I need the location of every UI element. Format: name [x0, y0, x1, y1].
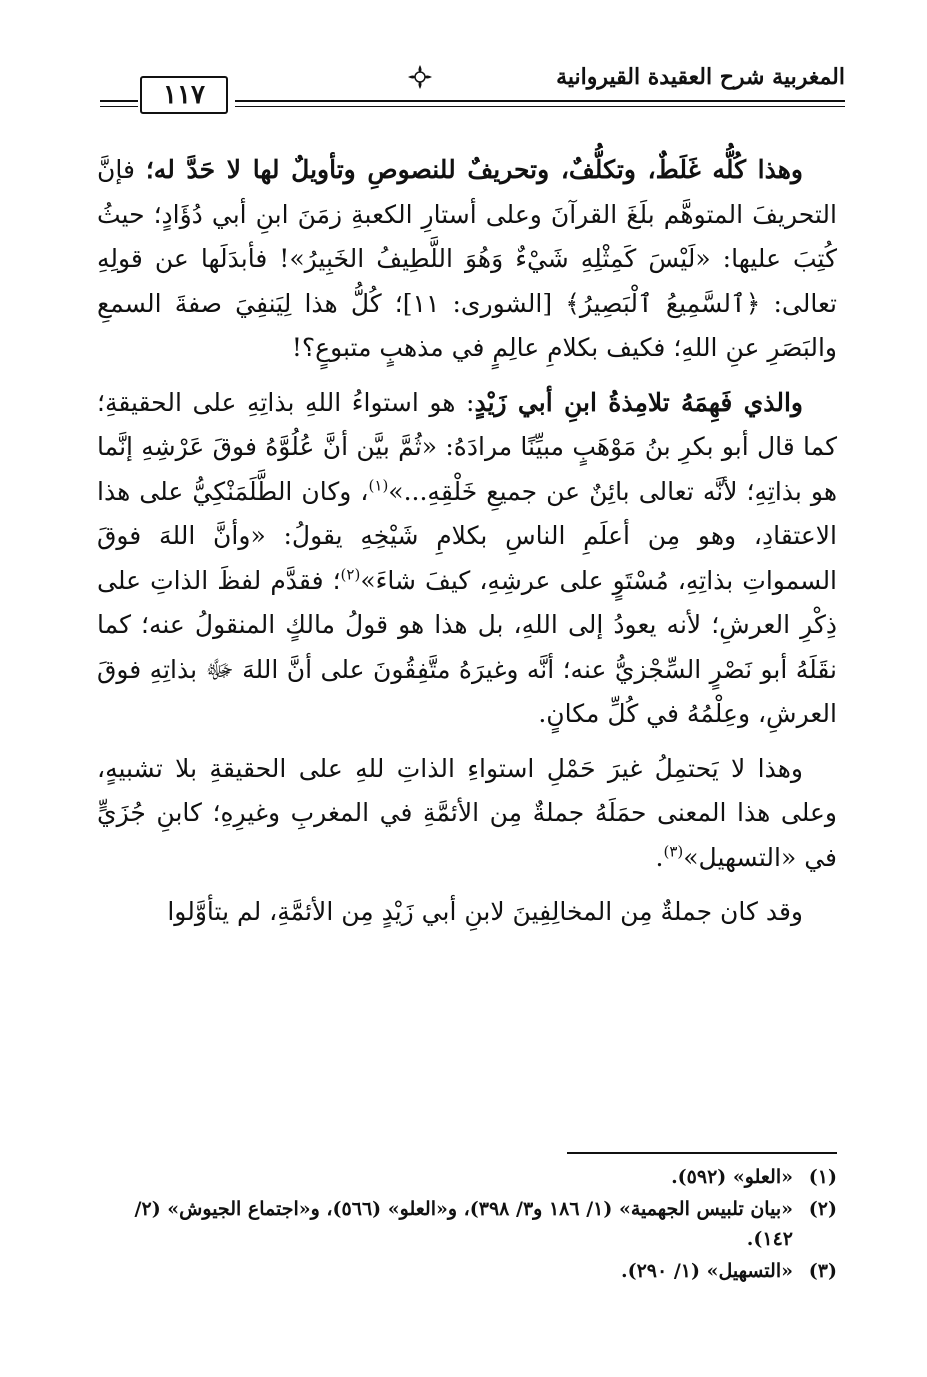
- footnote: [97, 1256, 837, 1286]
- paragraph-text: .: [655, 842, 664, 872]
- footnotes: [97, 1162, 837, 1288]
- header-rule-thin: [235, 106, 845, 107]
- footnote-number: (٣): [808, 1260, 837, 1282]
- paragraph-text: ، وكان الطَّلَمَنْكِيُّ على هذا الاعتقادِ، وهو مِن أعلَمِ الناسِ بكلامِ شَيْخِهِ يقولُ: «وأنَّ اللهَ فوقَ السمواتِ بذاتِهِ، مُسْتَوٍ على عرشِهِ، كيفَ شاءَ»: [97, 476, 838, 595]
- paragraph: [97, 890, 837, 935]
- footnote-number: (١): [808, 1166, 837, 1188]
- paragraph-text: : هو استواءُ اللهِ بذاتِهِ على الحقيقةِ؛ كما قال أبو بكرِ بنُ مَوْهَبٍ مبيِّنًا مرادَهُ: «ثُمَّ بيَّن أنَّ عُلُوَّهُ فوقَ عَرْشِهِ إنَّما هو بذاتِهِ؛ لأنَّه تعالى بائِنٌ عن جميعِ خَلْقِهِ...»: [97, 387, 837, 506]
- paragraph: [97, 148, 837, 371]
- paragraph-text: فإنَّ التحريفَ المتوهَّم بلَغَ القرآنَ وعلى أستارِ الكعبةِ زمَنَ ابنِ أبي دُؤَادٍ؛ حيثُ كُتِبَ عليها: «لَيْسَ كَمِثْلِهِ شَيْءٌ وَهُوَ اللَّطِيفُ الخَبِيرُ»! فأبدَلَها عن قولِهِ تعالى: ﴿ٱلسَّمِيعُ ٱلْبَصِيرُ﴾ [الشورى: ١١]؛ كُلُّ هذا لِيَنفِيَ صفةَ السمعِ والبَصَرِ عنِ اللهِ؛ فكيف بكلامِ عالِمٍ في مذهبٍ متبوعٍ؟!: [97, 155, 837, 362]
- paragraph: [97, 381, 837, 737]
- footnote-ref[interactable]: (١): [368, 476, 389, 495]
- footnote-ref[interactable]: (٣): [663, 842, 684, 861]
- main-text: [97, 148, 837, 945]
- running-header: [100, 62, 845, 124]
- footnote-ref[interactable]: (٢): [340, 565, 361, 584]
- paragraph: [97, 747, 837, 881]
- footnote: [97, 1194, 837, 1254]
- header-rule-left-thin: [100, 106, 138, 107]
- footnote: [97, 1162, 837, 1192]
- paragraph-lead: والذي فَهِمَهُ تلامِذةُ ابنِ أبي زَيْدٍ: [474, 387, 803, 417]
- header-rule: [235, 100, 845, 102]
- paragraph-lead: وهذا كُلُّه غَلَطٌ، وتكلُّفٌ، وتحريفٌ للنصوصِ وتأويلٌ لها لا حَدَّ له؛: [145, 155, 803, 184]
- page-number: ١١٧: [140, 76, 228, 114]
- header-rule-left: [100, 100, 138, 102]
- paragraph-text: وهذا لا يَحتمِلُ غيرَ حَمْلِ استواءِ الذاتِ للهِ على الحقيقةِ بلا تشبيهٍ، وعلى هذا المعنى حمَلَهُ جملةٌ مِن الأئمَّةِ في المغربِ وغيرِهِ؛ كابنِ جُزَيٍّ في «التسهيل»: [97, 753, 837, 872]
- paragraph-text: وقد كان جملةٌ مِن المخالِفِينَ لابنِ أبي زَيْدٍ مِن الأئمَّةِ، لم يتأوَّلوا: [167, 897, 803, 926]
- floral-ornament-icon: [405, 62, 435, 92]
- footnote-text: «التسهيل» (١/ ٢٩٠).: [620, 1260, 793, 1282]
- footnote-text: «العلو» (٥٩٢).: [671, 1166, 793, 1188]
- book-title: المغربية شرح العقيدة القيروانية: [556, 64, 845, 90]
- footnote-text: «بيان تلبيس الجهمية» (١/ ١٨٦ و٣/ ٣٩٨)، و«العلو» (٥٦٦)، و«اجتماع الجيوش» (٢/ ١٤٢).: [134, 1198, 793, 1250]
- footnote-number: (٢): [808, 1198, 837, 1220]
- footnote-divider: [567, 1152, 837, 1154]
- paragraph-text: ؛ فقدَّم لفظَ الذاتِ على ذِكْرِ العرشِ؛ لأنه يعودُ إلى اللهِ، بل هذا هو قولُ مالكٍ المنقولُ عنه؛ كما نقَلَهُ أبو نَصْرٍ السِّجْزيُّ عنه؛ أنَّه وغيرَهُ متَّفِقُونَ على أنَّ اللهَ ﷻ بذاتِهِ فوقَ العرشِ، وعِلْمُهُ في كُلِّ مكانٍ.: [97, 565, 837, 728]
